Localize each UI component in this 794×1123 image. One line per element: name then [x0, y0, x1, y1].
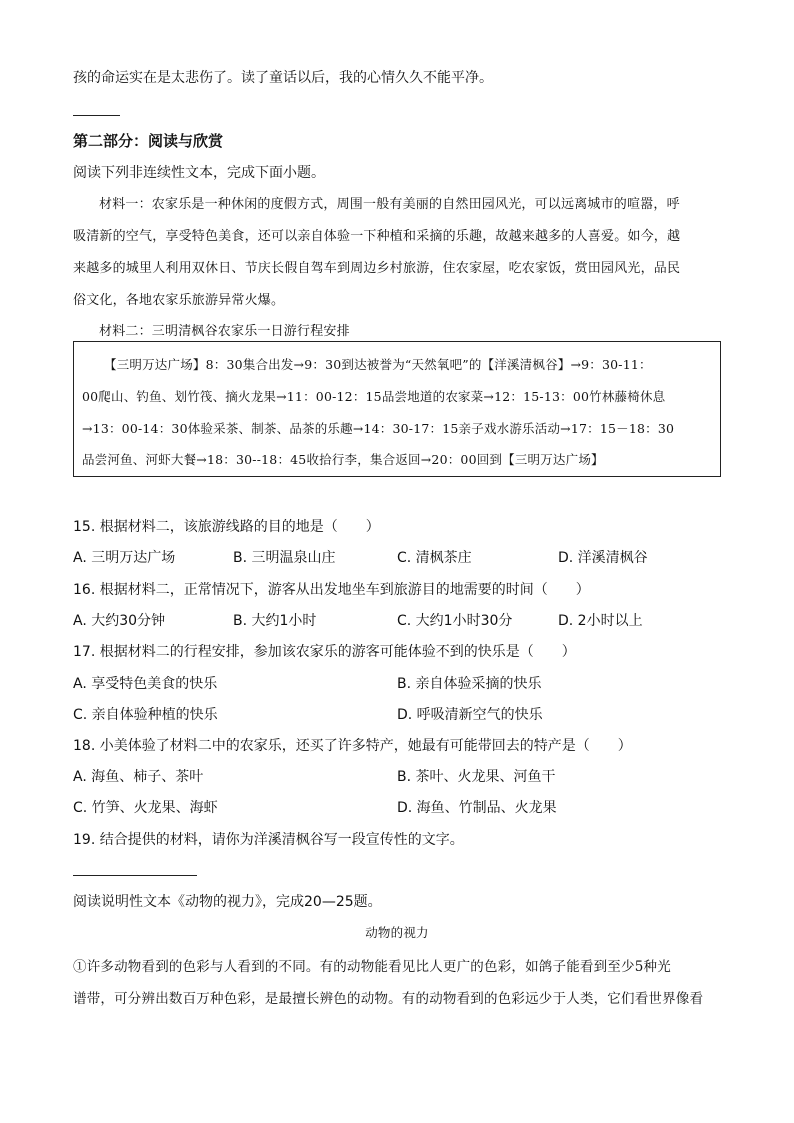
itinerary-line: 【三明万达广场】8：30集合出发→9：30到达被誉为“天然氧吧”的【洋溪清枫谷】→9：30-11：: [104, 357, 652, 372]
question-stem: 19. 结合提供的材料，请你为洋溪清枫谷写一段宣传性的文字。: [73, 832, 464, 848]
option-a: A. 海鱼、柿子、茶叶: [73, 769, 204, 785]
option-b: B. 亲自体验采摘的快乐: [397, 676, 542, 692]
material1-line: 俗文化，各地农家乐旅游异常火爆。: [73, 293, 285, 308]
itinerary-line: 00爬山、钓鱼、划竹筏、摘火龙果→11：00-12：15品尝地道的农家菜→12：15-13：00竹林藤椅休息: [82, 389, 666, 404]
option-d: D. 2小时以上: [558, 613, 643, 629]
option-b: B. 茶叶、火龙果、河鱼干: [397, 769, 556, 785]
option-d: D. 呼吸清新空气的快乐: [397, 707, 543, 723]
material2-title: 材料二：三明清枫谷农家乐一日游行程安排: [99, 324, 350, 339]
option-d: D. 洋溪清枫谷: [558, 550, 648, 566]
answer-blank-line: [73, 875, 197, 876]
answer-blank-line: [73, 115, 120, 116]
option-a: A. 大约30分钟: [73, 613, 166, 629]
article-title: 动物的视力: [365, 925, 429, 940]
option-c: C. 竹笋、火龙果、海虾: [73, 800, 218, 816]
option-c: C. 清枫茶庄: [397, 550, 472, 566]
reading-instruction: 阅读下列非连续性文本，完成下面小题。: [73, 165, 325, 181]
reading-instruction: 阅读说明性文本《动物的视力》，完成20—25题。: [73, 894, 382, 910]
option-c: C. 大约1小时30分: [397, 613, 513, 629]
option-c: C. 亲自体验种植的快乐: [73, 707, 218, 723]
option-b: B. 三明温泉山庄: [233, 550, 336, 566]
material1-line: 材料一：农家乐是一种休闲的度假方式，周围一般有美丽的自然田园风光，可以远离城市的喧嚣，呼: [99, 197, 680, 212]
option-a: A. 三明万达广场: [73, 550, 176, 566]
option-d: D. 海鱼、竹制品、火龙果: [397, 800, 557, 816]
material1-line: 来越多的城里人利用双休日、节庆长假自驾车到周边乡村旅游，住农家屋，吃农家饭，赏田园风光，品民: [73, 261, 681, 276]
question-stem: 18. 小美体验了材料二中的农家乐，还买了许多特产，她最有可能带回去的特产是（ ）: [73, 738, 632, 754]
article-line: 谱带，可分辨出数百万种色彩，是最擅长辨色的动物。有的动物看到的色彩远少于人类，它们看世界像看: [73, 991, 704, 1007]
option-b: B. 大约1小时: [233, 613, 317, 629]
itinerary-line: 品尝河鱼、河虾大餐→18：30--18：45收拾行李，集合返回→20：00回到【三明万达广场】: [82, 452, 604, 467]
article-line: ①许多动物看到的色彩与人看到的不同。有的动物能看见比人更广的色彩，如鸽子能看到至少5种光: [73, 959, 671, 975]
option-a: A. 享受特色美食的快乐: [73, 676, 218, 692]
intro-line: 孩的命运实在是太悲伤了。读了童话以后，我的心情久久不能平净。: [73, 70, 493, 86]
question-stem: 17. 根据材料二的行程安排，参加该农家乐的游客可能体验不到的快乐是（ ）: [73, 644, 576, 660]
itinerary-line: →13：00-14：30体验采茶、制茶、品茶的乐趣→14：30-17：15亲子戏水游乐活动→17：15－18：30: [82, 421, 675, 436]
question-stem: 16. 根据材料二，正常情况下，游客从出发地坐车到旅游目的地需要的时间（ ）: [73, 582, 590, 598]
section-title: 第二部分：阅读与欣赏: [73, 132, 224, 150]
material1-line: 吸清新的空气，享受特色美食，还可以亲自体验一下种植和采摘的乐趣，故越来越多的人喜爱。如今，越: [73, 229, 681, 244]
question-stem: 15. 根据材料二，该旅游线路的目的地是（ ）: [73, 519, 380, 535]
